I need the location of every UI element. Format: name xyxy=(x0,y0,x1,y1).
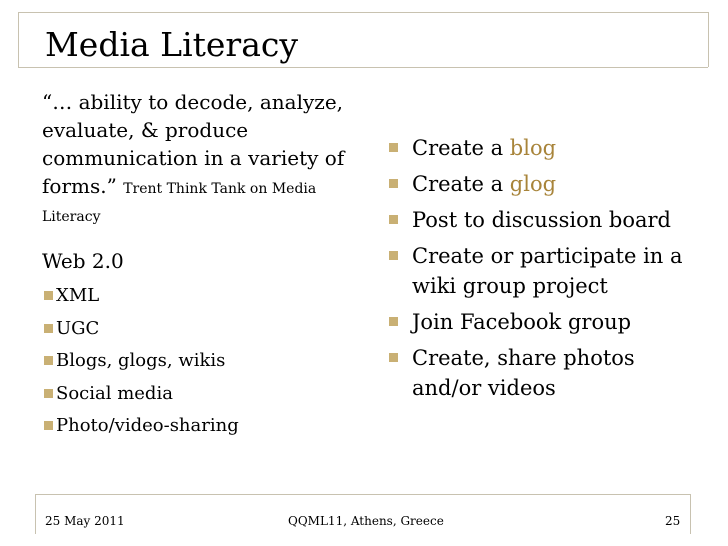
frame-right-rule xyxy=(708,12,709,67)
footer-event: QQML11, Athens, Greece xyxy=(288,514,444,528)
square-bullet-icon xyxy=(44,389,53,398)
list-item: XML xyxy=(42,280,372,313)
square-bullet-icon xyxy=(44,291,53,300)
activities-list xyxy=(383,133,708,409)
square-bullet-icon xyxy=(389,353,398,362)
page-number: 25 xyxy=(665,514,681,528)
square-bullet-icon xyxy=(44,421,53,430)
square-bullet-icon xyxy=(389,251,398,260)
quote-attribution: Trent Think Tank on Media Literacy xyxy=(42,181,317,225)
list-item: Post to discussion board xyxy=(383,205,708,235)
footer-date: 25 May 2011 xyxy=(45,514,125,528)
square-bullet-icon xyxy=(44,356,53,365)
frame-left-rule xyxy=(18,12,19,67)
footer-right-rule xyxy=(690,494,691,534)
list-item: Photo/video-sharing xyxy=(42,410,372,443)
slide-title: Media Literacy xyxy=(45,25,298,64)
web20-list xyxy=(42,280,372,443)
square-bullet-icon xyxy=(389,179,398,188)
square-bullet-icon xyxy=(389,143,398,152)
quote-block xyxy=(42,88,372,228)
square-bullet-icon xyxy=(44,324,53,333)
blog-link[interactable]: blog xyxy=(509,136,557,160)
list-item: Blogs, glogs, wikis xyxy=(42,345,372,378)
frame-top-rule xyxy=(18,12,708,13)
web20-heading: Web 2.0 xyxy=(42,249,124,273)
square-bullet-icon xyxy=(389,317,398,326)
footer-rule xyxy=(35,494,690,495)
list-item: Create or participate in a wiki group project xyxy=(383,241,708,301)
quote-text: “… ability to decode, analyze, evaluate, & produce communication in a variety of forms.” xyxy=(42,90,345,198)
list-item: UGC xyxy=(42,313,372,346)
list-item: Create a glog xyxy=(383,169,708,199)
left-column xyxy=(42,88,372,443)
glog-link[interactable]: glog xyxy=(509,172,557,196)
list-item: Create, share photos and/or videos xyxy=(383,343,708,403)
list-item: Create a blog xyxy=(383,133,708,163)
square-bullet-icon xyxy=(389,215,398,224)
list-item: Join Facebook group xyxy=(383,307,708,337)
list-item: Social media xyxy=(42,378,372,411)
title-divider xyxy=(18,67,708,68)
footer-left-rule xyxy=(35,494,36,534)
